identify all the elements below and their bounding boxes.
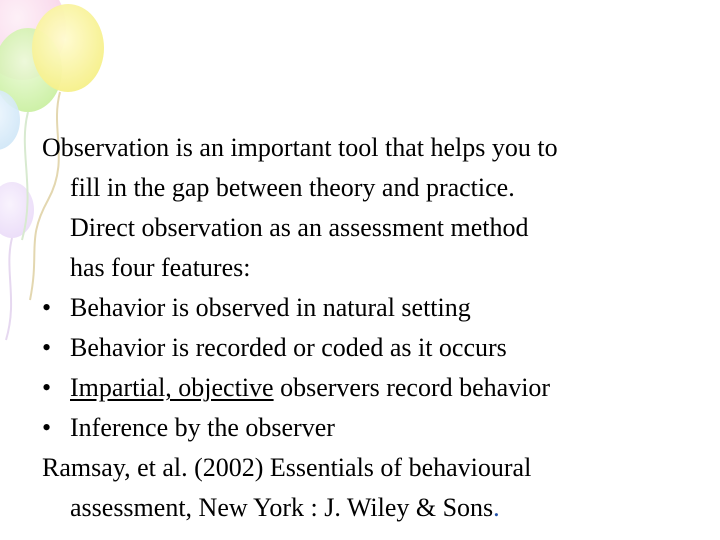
bullet-icon: • <box>42 373 52 402</box>
bullet-text: Behavior is recorded or coded as it occurs <box>70 333 507 362</box>
paragraph-line-1: Observation is an important tool that helps you to <box>42 133 558 162</box>
bullet-item <box>42 288 702 328</box>
balloon-lavender <box>0 182 34 238</box>
reference-text: assessment, New York : J. Wiley & Sons <box>70 493 494 522</box>
balloon-blue <box>0 90 20 150</box>
balloon-green <box>0 28 62 112</box>
balloon-string <box>6 238 12 340</box>
balloon-yellow <box>32 4 104 92</box>
bullet-text: Behavior is observed in natural setting <box>70 293 471 322</box>
reference-period: . <box>493 493 500 522</box>
paragraph-line-2: fill in the gap between theory and practice. <box>70 173 515 202</box>
bullet-text: Inference by the observer <box>70 413 335 442</box>
bullet-icon: • <box>42 293 52 322</box>
reference-line-2 <box>42 488 702 528</box>
bullet-icon: • <box>42 413 52 442</box>
balloon-string <box>22 112 28 240</box>
bullet-item <box>42 328 702 368</box>
reference-line-1: Ramsay, et al. (2002) Essentials of behavioural <box>42 453 532 482</box>
bullet-text: observers record behavior <box>273 373 551 402</box>
paragraph-line-4: has four features: <box>70 253 251 282</box>
bullet-icon: • <box>42 333 52 362</box>
bullet-item <box>42 408 702 448</box>
bullet-item <box>42 368 702 408</box>
bullet-text-underlined: Impartial, objective <box>70 373 274 402</box>
balloon-pink <box>0 0 66 80</box>
paragraph-line-3: Direct observation as an assessment method <box>70 213 529 242</box>
slide-text <box>42 128 702 528</box>
